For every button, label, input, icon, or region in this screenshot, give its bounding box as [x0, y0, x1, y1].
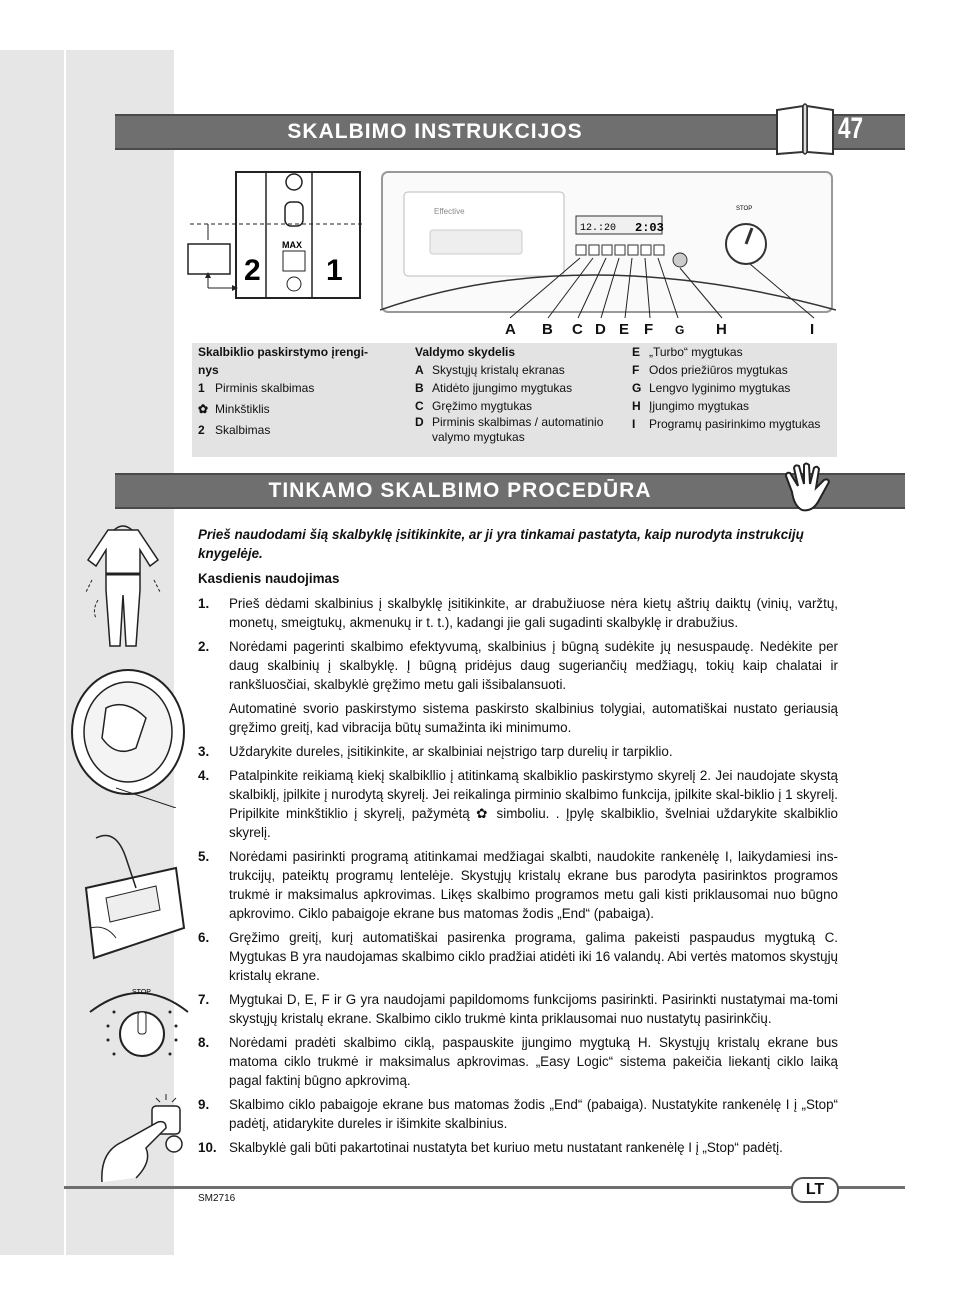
instruction-number: 5.	[198, 849, 210, 864]
label-I: I	[810, 321, 815, 338]
instruction-number: 3.	[198, 744, 210, 759]
legend-row: H Įjungimo mygtukas	[632, 399, 750, 413]
legend-row: G Lengvo lyginimo mygtukas	[632, 381, 791, 395]
label-C: C	[572, 321, 583, 338]
instruction-number: 4.	[198, 768, 210, 783]
legend-row: D Pirminis skalbimas / automatinio valymo mygtukas	[415, 415, 604, 444]
instruction-number: 8.	[198, 1035, 210, 1050]
instruction-text: Skalbimo ciklo pabaigoje ekrane bus matomas žodis „End“ (pabaiga). Nustatykite rankenėlę I į „Stop“ padėtį, atidarykite dureles ir išimkite skalbinius.	[229, 1097, 838, 1131]
dial-stop-label-2: STOP	[132, 989, 151, 996]
legend-row: B Atidėto įjungimo mygtukas	[415, 381, 573, 395]
compartment-1-label: 1	[326, 254, 343, 287]
instruction-text: Skalbyklė gali būti pakartotinai nustatyta bet kuriuo metu nustatant rankenėlę I į „Stop“ padėtį.	[229, 1140, 783, 1155]
instruction-text: Patalpinkite reikiamą kiekį skalbikllio į atitinkamą skalbiklio paskirstymo skyrelį 2. Jei naudojate skystą skalbiklį, įpilkite į nurodytą skyrelį. Jei reikalinga pirminio skalbimo funkcija, įpilkite skal-biklio į 1 skyrelį. Pripilkite minkštiklio į skyrelį, pažymėtą ✿ simboliu. . Įpylę skalbiklio, švelniai uždarykite skalbiklio skyrelį.	[229, 768, 838, 840]
instruction-item	[198, 594, 838, 632]
instruction-text: Prieš dėdami skalbinius į skalbyklę įsitikinkite, ar drabužiuose nėra kietų aštrių daiktų (vinių, varžtų, monetų, smeigtukų, akmenukų ir t. t.), kadangi jie gali sugadinti skalbyklę ir drabužius.	[229, 596, 838, 630]
instruction-number: 10.	[198, 1140, 217, 1155]
instruction-item	[198, 847, 838, 923]
instruction-list	[198, 594, 838, 1157]
legend-row: 2 Skalbimas	[198, 423, 271, 437]
instruction-item	[198, 637, 838, 694]
subtitle: Kasdienis naudojimas	[198, 571, 340, 586]
instruction-number: 2.	[198, 639, 210, 654]
legend-row: C Gręžimo mygtukas	[415, 399, 533, 413]
margin-divider	[64, 50, 66, 1255]
display-left: 12.:20	[580, 223, 617, 234]
program-dial-illustration	[80, 982, 190, 1082]
dispenser-legend	[198, 343, 388, 439]
instruction-number: 1.	[198, 596, 210, 611]
panel-legend-2	[632, 343, 837, 433]
detergent-drawer-illustration	[76, 828, 186, 968]
drum-illustration	[66, 668, 186, 808]
language-badge: LT	[791, 1177, 839, 1203]
instruction-number	[198, 699, 229, 737]
drawer-max-label: MAX	[282, 240, 302, 250]
instruction-number: 6.	[198, 930, 210, 945]
instruction-text: Mygtukai D, E, F ir G yra naudojami papildomoms funkcijoms pasirinkti. Pasirinkti nustatymai ma-tomi skystųjų kristalų ekrane. Skalbimo ciklo trukmė kinta priklausomai nuo nustatytų pasirinkčių.	[229, 992, 838, 1026]
page-number: 47	[838, 112, 864, 145]
instruction-item	[198, 990, 838, 1028]
instruction-text: Gręžimo greitį, kurį automatiškai pasirenka programa, galima pakeisti paspaudus mygtuką C. Mygtukas B yra naudojamas skalbimo ciklo pradžiai atidėti iki 16 valandų. Abi vertės matomos skystųjų kristalų ekrane.	[229, 930, 838, 983]
legend-row: ✿ Minkštiklis	[198, 402, 270, 416]
label-G: G	[675, 323, 685, 337]
instruction-text: Norėdami pagerinti skalbimo efektyvumą, skalbinius į būgną sudėkite jų nesuspaudę. Nedėkite per daug skalbinių į skalbyklę. Į būgną pridėjus daug sugeriančių medžiagų, tokių kaip chalatai ir rankšluosčiai, skalbyklė gręžimo metu gali išsibalansuoti.	[229, 639, 838, 692]
instruction-item	[198, 928, 838, 985]
document-code: SM2716	[198, 1193, 236, 1204]
section-title: TINKAMO SKALBIMO PROCEDŪRA	[268, 479, 652, 502]
instruction-number: 7.	[198, 992, 210, 1007]
panel-legend	[415, 343, 615, 445]
instructions-body	[198, 525, 838, 1162]
label-A: A	[505, 321, 516, 338]
dispenser-diagram	[186, 168, 366, 303]
control-panel-diagram	[380, 170, 836, 320]
instruction-text: Norėdami pasirinkti programą atitinkamai medžiagai skalbti, naudokite rankenėlę I, laikydamiesi ins-trukcijų, pateiktų programų lentelėje. Skystųjų kristalų ekrane bus parodyta pasirinktos programos trukmė ir maksimalus apkrovimas. Likęs skalbimo programos metu gali kisti priklausomai nuo būgno apkrovimo. Ciklo pabaigoje ekrane bus matomas žodis „End“ (pabaiga).	[229, 849, 838, 921]
legend-panel	[192, 343, 837, 457]
panel-brand: Effective	[434, 207, 465, 216]
book-icon	[773, 100, 837, 158]
instruction-text: Automatinė svorio paskirstymo sistema paskirsto skalbinius tolygiai, automatiškai nustato geriausią gręžimo greitį, kad vibracija būtų sumažinta iki minimumo.	[229, 701, 838, 735]
label-B: B	[542, 321, 553, 338]
instruction-item	[198, 699, 838, 737]
legend-row: A Skystųjų kristalų ekranas	[415, 363, 565, 377]
label-E: E	[619, 321, 630, 338]
legend-row: F Odos priežiūros mygtukas	[632, 363, 788, 377]
compartment-2-label: 2	[244, 254, 261, 287]
footer-line	[64, 1186, 905, 1189]
page-title: SKALBIMO INSTRUKCIJOS	[287, 120, 583, 143]
legend-row: 1 Pirminis skalbimas	[198, 381, 315, 395]
label-D: D	[595, 321, 606, 338]
instruction-text: Norėdami pradėti skalbimo ciklą, paspauskite įjungimo mygtuką H. Skystųjų kristalų ekrane bus matoma ciklo trukmė ir maksimalus apkrovimas. „Easy Logic“ sistema pakeičia liekantį ciklo laiką pagal faktinį būgno apkrovimą.	[229, 1035, 838, 1088]
instruction-item	[198, 1033, 838, 1090]
instruction-item	[198, 742, 838, 761]
intro-text: Prieš naudodami šią skalbyklę įsitikinkite, ar ji yra tinkamai pastatyta, kaip nurodyta instrukcijų knygelėje.	[198, 527, 804, 561]
dispenser-legend-title: Skalbiklio paskirstymo įrengi-nys	[198, 345, 369, 377]
instruction-text: Uždarykite dureles, įsitikinkite, ar skalbiniai neįstrigo tarp durelių ir tarpiklio.	[229, 744, 673, 759]
instruction-item	[198, 1095, 838, 1133]
label-H: H	[716, 321, 727, 338]
legend-row: E „Turbo“ mygtukas	[632, 345, 743, 359]
start-button-illustration	[92, 1092, 192, 1187]
instruction-number: 9.	[198, 1097, 210, 1112]
label-F: F	[644, 321, 654, 338]
display-right: 2:03	[635, 221, 664, 235]
clothing-illustration	[78, 520, 168, 650]
dial-stop-label: STOP	[736, 206, 753, 212]
instruction-item	[198, 766, 838, 842]
instruction-item	[198, 1138, 838, 1157]
panel-legend-title: Valdymo skydelis	[415, 345, 516, 359]
legend-row: I Programų pasirinkimo mygtukas	[632, 417, 821, 431]
hand-icon	[782, 462, 838, 516]
softener-icon: ✿	[198, 402, 209, 416]
